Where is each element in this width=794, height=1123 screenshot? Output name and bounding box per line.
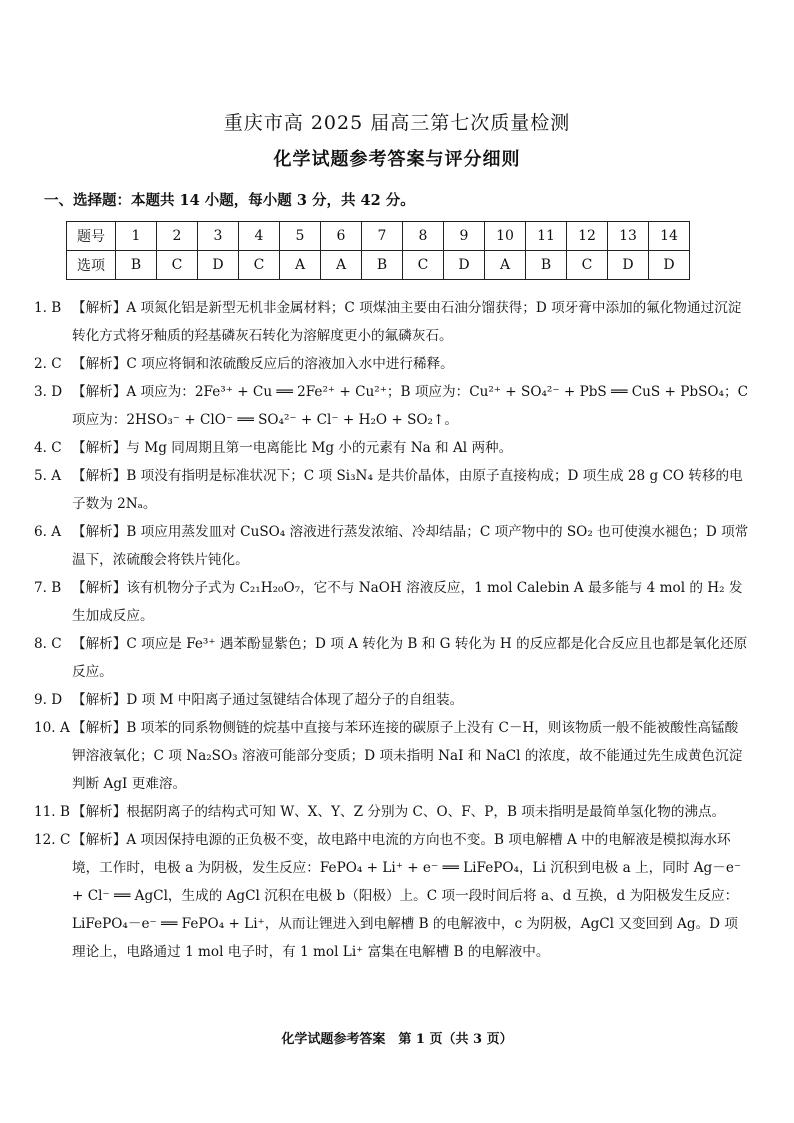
explanation-number: 11. B — [34, 804, 70, 820]
answer-choice-cell: C — [403, 251, 444, 280]
page-footer: 化学试题参考答案 第 1 页（共 3 页） — [281, 1032, 513, 1047]
answer-choice-cell: B — [116, 251, 157, 280]
question-number-cell: 14 — [649, 222, 690, 251]
explanation-number: 1. B — [34, 300, 62, 316]
answer-choice-cell: D — [608, 251, 649, 280]
explanation-text: 【解析】该有机物分子式为 C₂₁H₂₀O₇，它不与 NaOH 溶液反应，1 mol Calebin A 最多能与 4 mol 的 H₂ 发生加成反应。 — [72, 580, 743, 624]
explanation-number: 8. C — [34, 636, 62, 652]
answer-choice-cell: B — [362, 251, 403, 280]
question-number-cell: 1 — [116, 222, 157, 251]
answer-choice-cell: D — [649, 251, 690, 280]
explanation-item — [34, 686, 750, 714]
explanation-item — [34, 518, 750, 574]
answer-table — [66, 221, 690, 280]
explanation-number: 6. A — [34, 524, 62, 540]
question-number-cell: 2 — [157, 222, 198, 251]
answer-choice-cell: A — [321, 251, 362, 280]
exam-title: 重庆市高 2025 届高三第七次质量检测 — [223, 112, 571, 134]
explanation-item — [34, 826, 750, 966]
explanation-number: 9. D — [34, 692, 63, 708]
explanation-number: 4. C — [34, 440, 62, 456]
explanation-text: 【解析】D 项 M 中阳离子通过氢键结合体现了超分子的自组装。 — [72, 692, 464, 708]
answer-choice-cell: A — [485, 251, 526, 280]
question-number-cell: 5 — [280, 222, 321, 251]
explanation-number: 2. C — [34, 356, 62, 372]
explanation-item — [34, 350, 750, 378]
question-number-cell: 9 — [444, 222, 485, 251]
explanation-text: 【解析】A 项因保持电源的正负极不变，故电路中电流的方向也不变。B 项电解槽 A 中的电解液是模拟海水环境，工作时，电极 a 为阴极，发生反应：FePO₄ + Li⁺ + e⁻ ══ LiFePO₄，Li 沉积到电极 a 上，同时 Ag－e⁻ + Cl⁻ ══ AgCl，生成的 AgCl 沉积在电极 b（阳极）上。C 项一段时间后将 a、d 互换，d 为阳极发生反应：LiFePO₄－e⁻ ══ FePO₄ + Li⁺，从而让锂进入到电解槽 B 的电解液中，c 为阴极，AgCl 又变回到 Ag。D 项理论上，电路通过 1 mol 电子时，有 1 mol Li⁺ 富集在电解槽 B 的电解液中。 — [72, 832, 742, 960]
explanation-text: 【解析】C 项应将铜和浓硫酸反应后的溶液加入水中进行稀释。 — [72, 356, 454, 372]
explanation-text: 【解析】根据阴离子的结构式可知 W、X、Y、Z 分别为 C、O、F、P，B 项未指明是最简单氢化物的沸点。 — [72, 804, 726, 820]
answer-choice-cell: B — [526, 251, 567, 280]
explanation-item — [34, 798, 750, 826]
answer-choice-cell: D — [198, 251, 239, 280]
explanation-item — [34, 378, 750, 434]
answer-choice-cell: A — [280, 251, 321, 280]
explanation-item — [34, 434, 750, 462]
explanation-text: 【解析】C 项应是 Fe³⁺ 遇苯酚显紫色；D 项 A 转化为 B 和 G 转化为 H 的反应都是化合反应且也都是氧化还原反应。 — [72, 636, 748, 680]
explanation-item — [34, 294, 750, 350]
explanation-item — [34, 574, 750, 630]
answer-choice-cell: D — [444, 251, 485, 280]
question-number-cell: 7 — [362, 222, 403, 251]
answer-key-subtitle: 化学试题参考答案与评分细则 — [273, 149, 521, 170]
answer-choice-cell: C — [567, 251, 608, 280]
answer-table-choice-row — [67, 251, 690, 280]
question-number-cell: 13 — [608, 222, 649, 251]
question-number-cell: 11 — [526, 222, 567, 251]
explanation-number: 12. C — [34, 832, 71, 848]
answer-table-question-row — [67, 222, 690, 251]
explanation-number: 10. A — [34, 720, 70, 736]
explanation-number: 7. B — [34, 580, 62, 596]
explanation-text: 【解析】A 项氮化铝是新型无机非金属材料；C 项煤油主要由石油分馏获得；D 项牙膏中添加的氟化物通过沉淀转化方式将牙釉质的羟基磷灰石转化为溶解度更小的氟磷灰石。 — [72, 300, 742, 344]
section-heading-choice: 一、选择题：本题共 14 小题，每小题 3 分，共 42 分。 — [44, 192, 415, 209]
explanation-text: 【解析】B 项苯的同系物侧链的烷基中直接与苯环连接的碳原子上没有 C－H，则该物质一般不能被酸性高锰酸钾溶液氧化；C 项 Na₂SO₃ 溶液可能部分变质；D 项未指明 NaI 和 NaCl 的浓度，故不能通过先生成黄色沉淀判断 AgI 更难溶。 — [72, 720, 743, 792]
question-row-label: 题号 — [67, 222, 116, 251]
explanation-text: 【解析】与 Mg 同周期且第一电离能比 Mg 小的元素有 Na 和 Al 两种。 — [72, 440, 513, 456]
question-number-cell: 10 — [485, 222, 526, 251]
explanation-item — [34, 630, 750, 686]
explanation-text: 【解析】B 项没有指明是标准状况下；C 项 Si₃N₄ 是共价晶体，由原子直接构成；D 项生成 28 g CO 转移的电子数为 2Nₐ。 — [72, 468, 743, 512]
question-number-cell: 3 — [198, 222, 239, 251]
question-number-cell: 4 — [239, 222, 280, 251]
explanation-text: 【解析】A 项应为：2Fe³⁺ + Cu ══ 2Fe²⁺ + Cu²⁺；B 项应为：Cu²⁺ + SO₄²⁻ + PbS ══ CuS + PbSO₄；C 项应为：2HSO₃⁻ + ClO⁻ ══ SO₄²⁻ + Cl⁻ + H₂O + SO₂↑。 — [72, 384, 748, 428]
answer-choice-cell: C — [239, 251, 280, 280]
explanation-list — [34, 294, 750, 966]
explanation-item — [34, 714, 750, 798]
question-number-cell: 12 — [567, 222, 608, 251]
explanation-item — [34, 462, 750, 518]
answer-choice-cell: C — [157, 251, 198, 280]
explanation-text: 【解析】B 项应用蒸发皿对 CuSO₄ 溶液进行蒸发浓缩、冷却结晶；C 项产物中的 SO₂ 也可使溴水褪色；D 项常温下，浓硫酸会将铁片钝化。 — [72, 524, 749, 568]
explanation-number: 5. A — [34, 468, 62, 484]
question-number-cell: 8 — [403, 222, 444, 251]
choice-row-label: 选项 — [67, 251, 116, 280]
question-number-cell: 6 — [321, 222, 362, 251]
explanation-number: 3. D — [34, 384, 63, 400]
